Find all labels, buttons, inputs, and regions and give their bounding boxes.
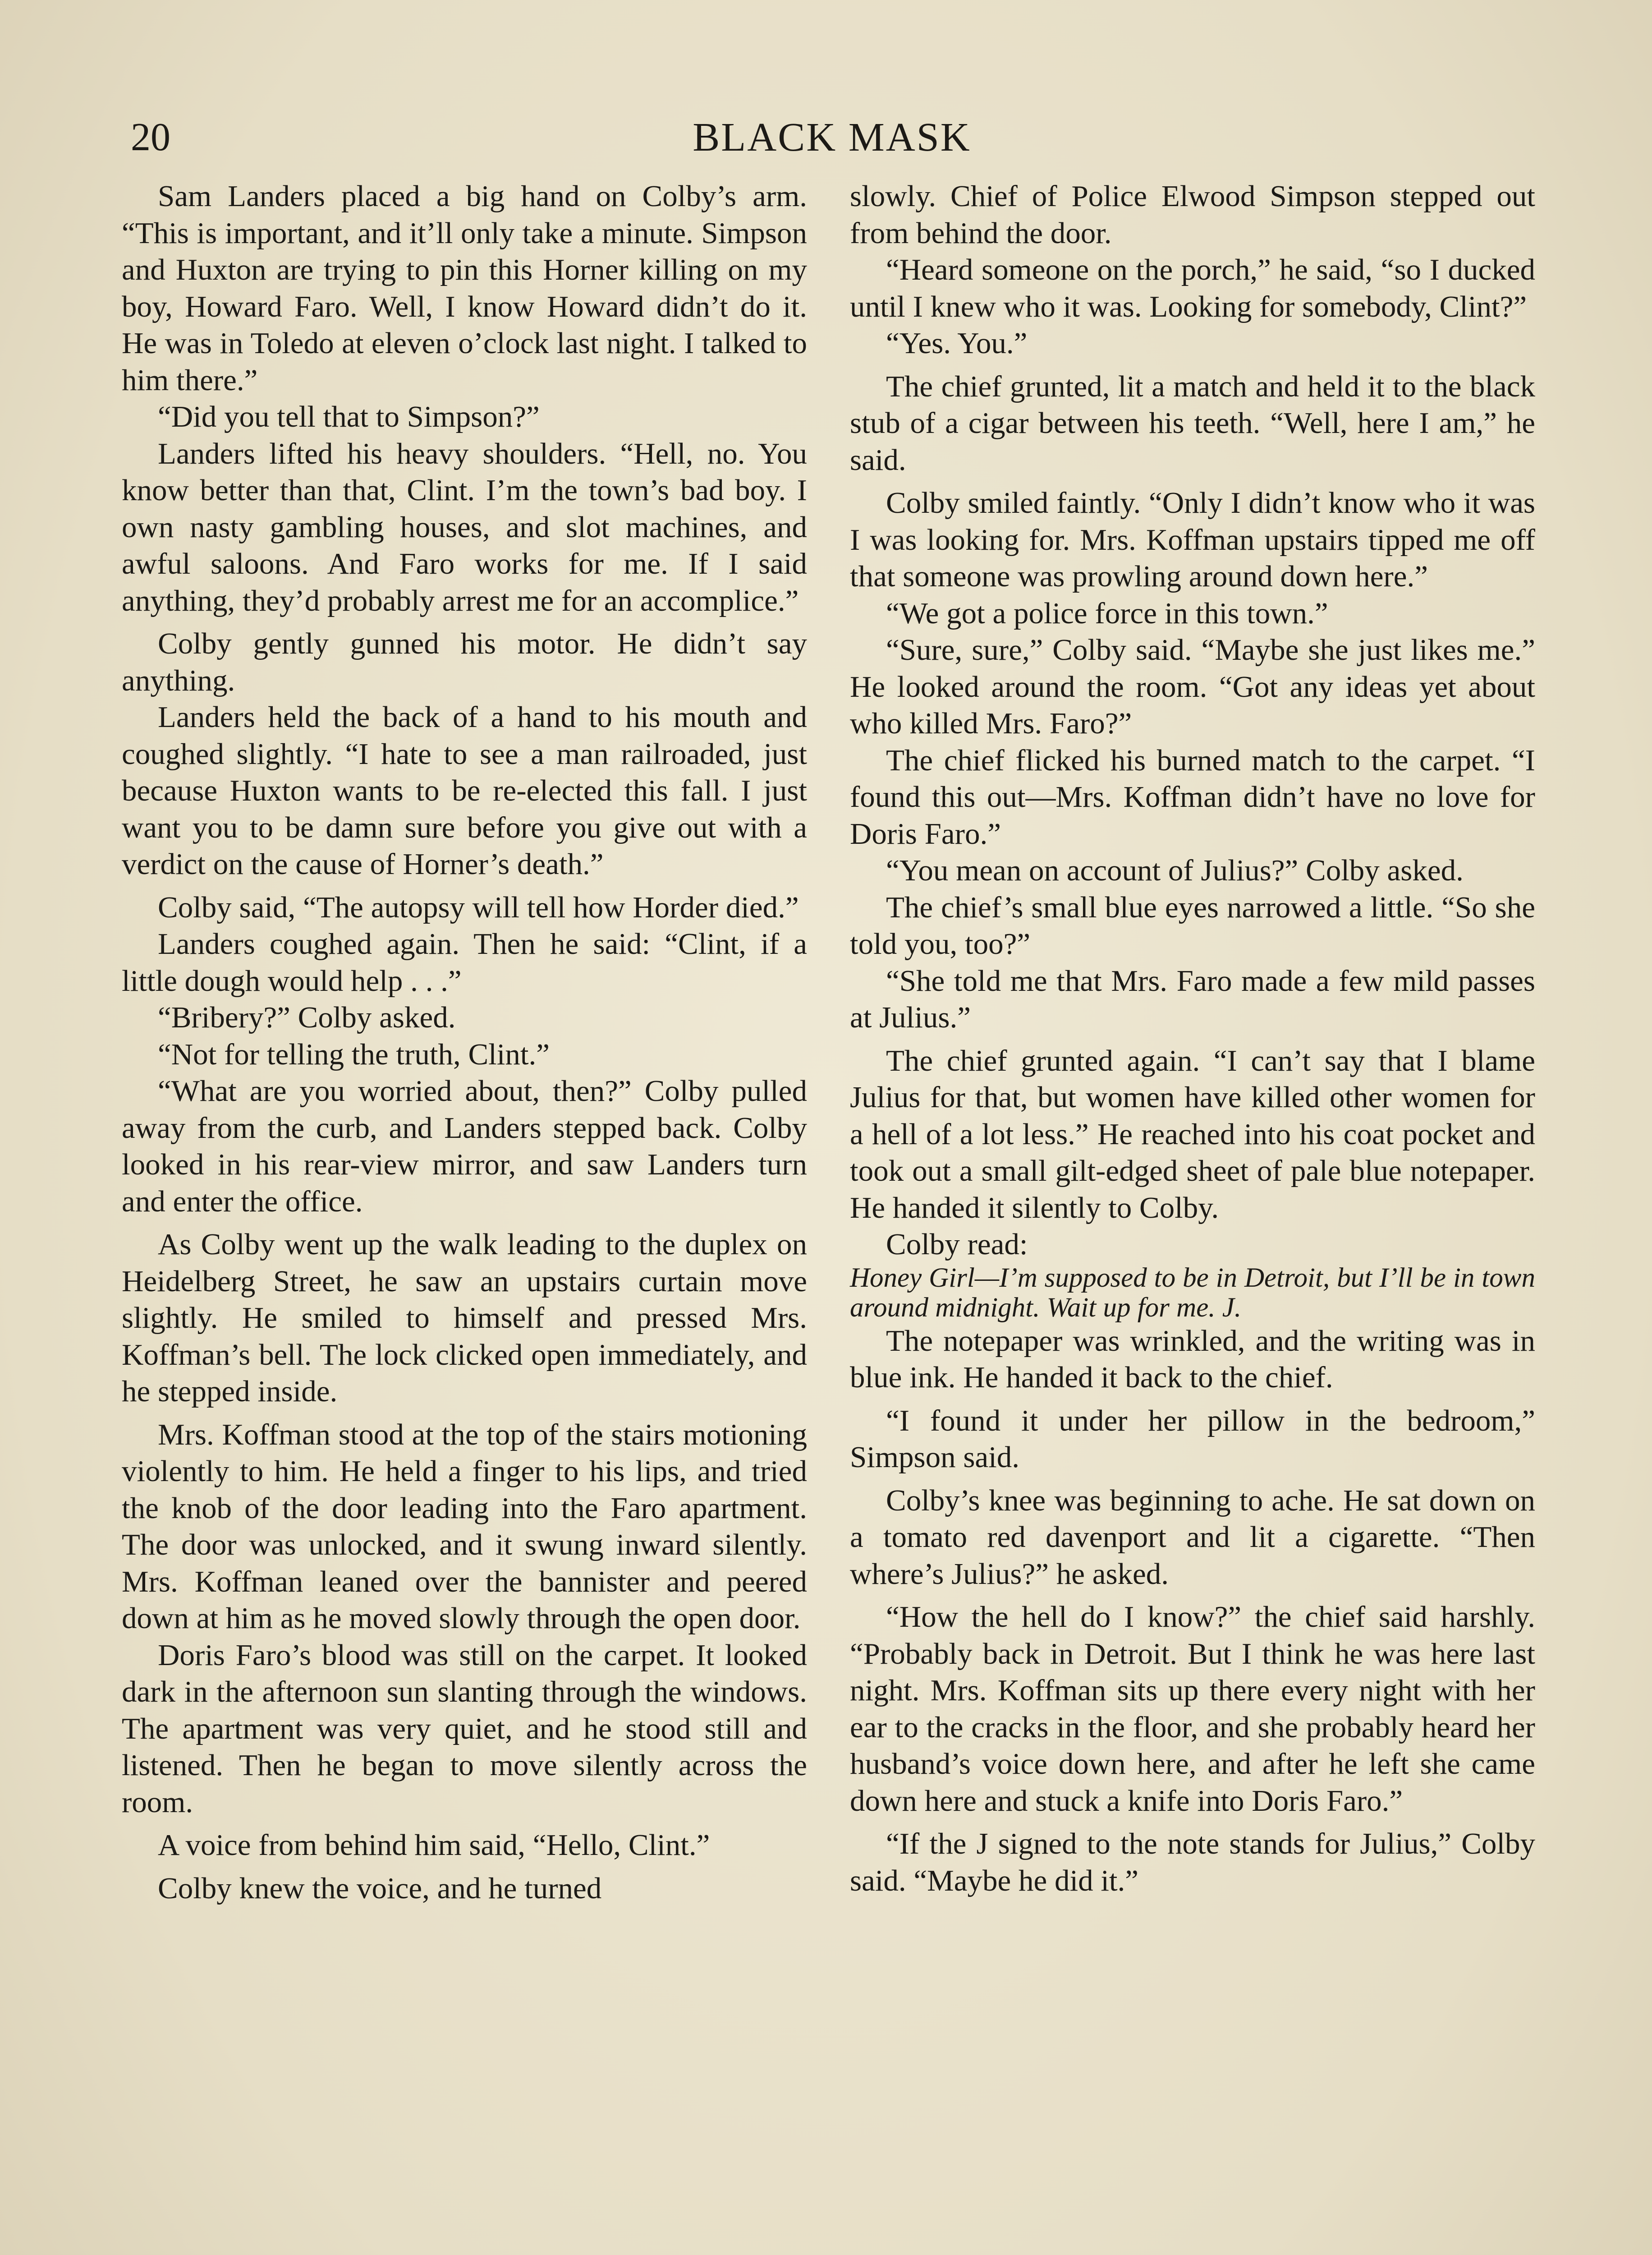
paragraph: “We got a police force in this town.” xyxy=(886,596,1328,630)
paragraph: “Bribery?” Colby asked. xyxy=(158,1001,456,1034)
paragraph: Doris Faro’s blood was still on the carpet. It looked dark in the afternoon sun slanting through the windows. The apartment was very quiet, and he stood still and listened. Then he began to move silently across the room. xyxy=(122,1638,807,1819)
paragraph: Colby knew the voice, and he turned xyxy=(158,1871,602,1905)
page-header xyxy=(126,113,1537,162)
paragraph: “She told me that Mrs. Faro made a few mild passes at Julius.” xyxy=(850,964,1535,1034)
left-column xyxy=(122,178,807,1907)
page-number: 20 xyxy=(131,115,170,159)
paragraph: The chief grunted again. “I can’t say that I blame Julius for that, but women have killed other women for a hell of a lot less.” He reached into his coat pocket and took out a small gilt-edged sheet of pale blue notepaper. He handed it silently to Colby. xyxy=(850,1044,1535,1224)
paragraph: The notepaper was wrinkled, and the writing was in blue ink. He handed it back to the chief. xyxy=(850,1324,1535,1394)
right-column xyxy=(850,178,1535,1899)
paragraph: Colby said, “The autopsy will tell how Horder died.” xyxy=(158,890,799,924)
paragraph: The chief grunted, lit a match and held it to the black stub of a cigar between his teeth. “Well, here I am,” he said. xyxy=(850,369,1535,477)
paragraph: “Not for telling the truth, Clint.” xyxy=(158,1037,550,1071)
paragraph: Colby’s knee was beginning to ache. He sat down on a tomato red davenport and lit a cigarette. “Then where’s Julius?” he asked. xyxy=(850,1483,1535,1591)
paragraph: slowly. Chief of Police Elwood Simpson stepped out from behind the door. xyxy=(850,179,1535,250)
paragraph: Landers coughed again. Then he said: “Clint, if a little dough would help . . .” xyxy=(122,927,807,998)
paragraph: “Heard someone on the porch,” he said, “so I ducked until I knew who it was. Looking for somebody, Clint?” xyxy=(850,253,1535,323)
paragraph: “Did you tell that to Simpson?” xyxy=(158,400,540,433)
paragraph: A voice from behind him said, “Hello, Clint.” xyxy=(158,1828,710,1862)
paragraph: Landers held the back of a hand to his mouth and coughed slightly. “I hate to see a man railroaded, just because Huxton wants to be re-elected this fall. I just want you to be damn sure before you give out with a verdict on the cause of Horner’s death.” xyxy=(122,700,807,881)
paragraph: Colby gently gunned his motor. He didn’t say anything. xyxy=(122,627,807,697)
paragraph: “I found it under her pillow in the bedroom,” Simpson said. xyxy=(850,1404,1535,1474)
paragraph: Mrs. Koffman stood at the top of the stairs motioning violently to him. He held a finger to his lips, and tried the knob of the door leading into the Faro apartment. The door was unlocked, and it swung inward silently. Mrs. Koffman leaned over the bannister and peered down at him as he moved slowly through the open door. xyxy=(122,1417,807,1635)
paragraph: “Yes. You.” xyxy=(886,327,1028,360)
paragraph: Sam Landers placed a big hand on Colby’s arm. “This is important, and it’ll only take a minute. Simpson and Huxton are trying to pin this Horner killing on my boy, Howard Faro. Well, I know Howard didn’t do it. He was in Toledo at eleven o’clock last night. I talked to him there.” xyxy=(122,179,807,397)
quoted-note: Honey Girl—I’m supposed to be in Detroit, but I’ll be in town around midnight. Wait up for me. J. xyxy=(850,1262,1535,1323)
paragraph: The chief’s small blue eyes narrowed a little. “So she told you, too?” xyxy=(850,890,1535,961)
paragraph: Colby read: xyxy=(886,1228,1028,1261)
paragraph: “If the J signed to the note stands for Julius,” Colby said. “Maybe he did it.” xyxy=(850,1827,1535,1897)
paragraph: “How the hell do I know?” the chief said harshly. “Probably back in Detroit. But I think he was here last night. Mrs. Koffman sits up there every night with her ear to the cracks in the floor, and she probably heard her husband’s voice down here, and after he left she came down here and stuck a knife into Doris Faro.” xyxy=(850,1600,1535,1818)
paragraph: Colby smiled faintly. “Only I didn’t know who it was I was looking for. Mrs. Koffman upstairs tipped me off that someone was prowling around down here.” xyxy=(850,486,1535,593)
paragraph: Landers lifted his heavy shoulders. “Hell, no. You know better than that, Clint. I’m the town’s bad boy. I own nasty gambling houses, and slot machines, and awful saloons. And Faro works for me. If I said anything, they’d probably arrest me for an accomplice.” xyxy=(122,437,807,617)
paragraph: “You mean on account of Julius?” Colby asked. xyxy=(886,854,1464,887)
paragraph: The chief flicked his burned match to the carpet. “I found this out—Mrs. Koffman didn’t have no love for Doris Faro.” xyxy=(850,743,1535,851)
running-title: BLACK MASK xyxy=(693,115,971,160)
paragraph: “Sure, sure,” Colby said. “Maybe she just likes me.” He looked around the room. “Got any ideas yet about who killed Mrs. Faro?” xyxy=(850,633,1535,740)
paragraph: As Colby went up the walk leading to the duplex on Heidelberg Street, he saw an upstairs curtain move slightly. He smiled to himself and pressed Mrs. Koffman’s bell. The lock clicked open immediately, and he stepped inside. xyxy=(122,1228,807,1408)
paragraph: “What are you worried about, then?” Colby pulled away from the curb, and Landers stepped back. Colby looked in his rear-view mirror, and saw Landers turn and enter the office. xyxy=(122,1074,807,1218)
